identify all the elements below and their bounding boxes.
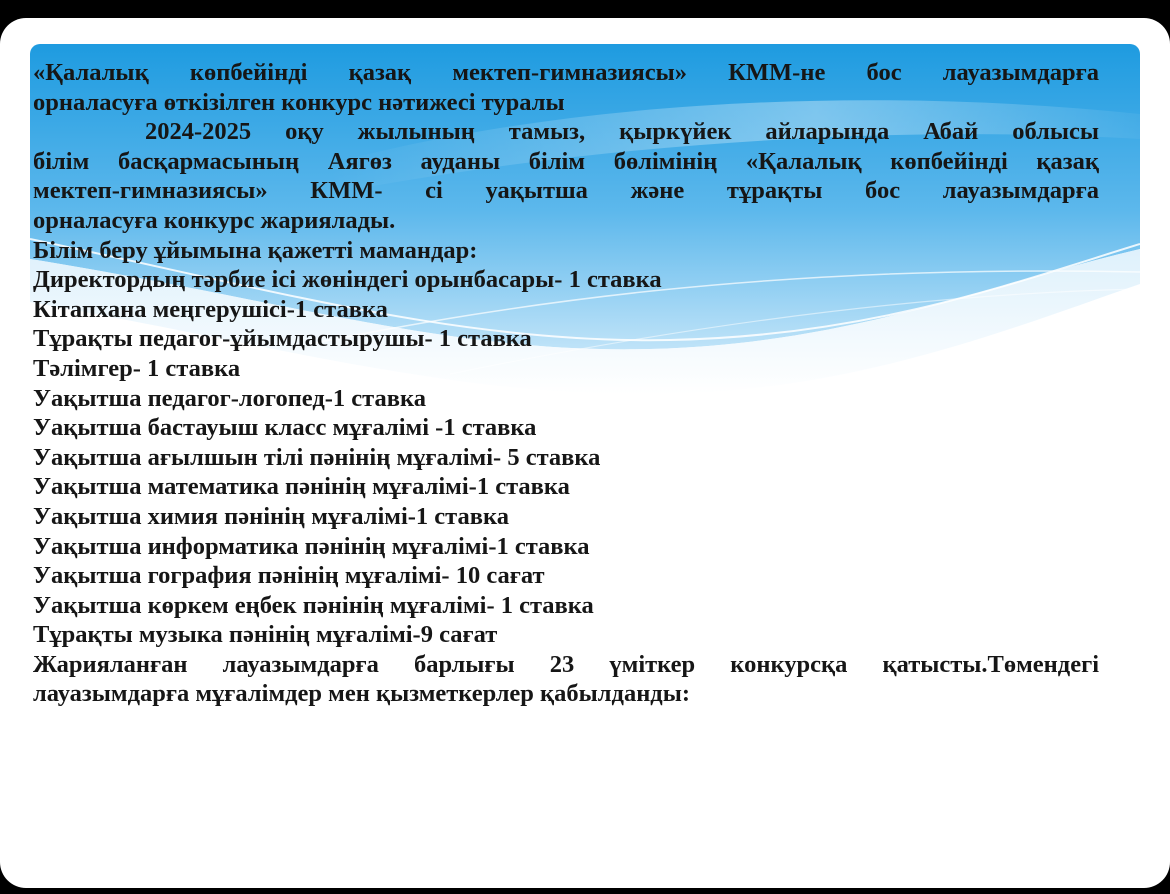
position-item: Уақытша математика пәнінің мұғалімі-1 ставка [33,473,570,501]
position-item: Уақытша бастауыш класс мұғалімі -1 ставка [33,414,537,442]
intro-line-3: мектеп-гимназиясы» КММ- сі уақытша және тұрақты бос лауазымдарға [33,177,1099,205]
intro-line-1: 2024-2025 оқу жылының тамыз, қыркүйек айларында Абай облысы [145,118,1099,146]
intro-line-4: орналасуға конкурс жариялады. [33,206,396,234]
closing-line-2: лауазымдарға мұғалімдер мен қызметкерлер қабылданды: [33,680,690,708]
position-item: Тәлімгер- 1 ставка [33,354,241,382]
announcement-text [33,58,1099,709]
position-item: Директордың тәрбие ісі жөніндегі орынбасары- 1 ставка [33,266,662,294]
position-item: Уақытша көркем еңбек пәнінің мұғалімі- 1 ставка [33,591,594,619]
position-item: Уақытша химия пәнінің мұғалімі-1 ставка [33,502,509,530]
position-item: Уақытша гография пәнінің мұғалімі- 10 сағат [33,562,545,590]
position-item: Уақытша ағылшын тілі пәнінің мұғалімі- 5 ставка [33,443,601,471]
position-item: Тұрақты педагог-ұйымдастырушы- 1 ставка [33,325,532,353]
screenshot-frame [0,18,1170,888]
position-item: Уақытша педагог-логопед-1 ставка [33,384,426,412]
title-line-1: «Қалалық көпбейінді қазақ мектеп-гимназиясы» КММ-не бос лауазымдарға [33,59,1099,86]
position-item: Кітапхана меңгерушісі-1 ставка [33,295,388,323]
needed-heading: Білім беру ұйымына қажетті мамандар: [33,236,478,264]
position-item: Тұрақты музыка пәнінің мұғалімі-9 сағат [33,621,498,649]
closing-line-1: Жарияланған лауазымдарға барлығы 23 үміткер конкурсқа қатысты.Төмендегі [33,650,1099,678]
announcement-slide [30,44,1140,864]
position-item: Уақытша информатика пәнінің мұғалімі-1 ставка [33,532,590,560]
title-line-2: орналасуға өткізілген конкурс нәтижесі туралы [33,88,565,116]
intro-line-2: білім басқармасының Аягөз ауданы білім бөлімінің «Қалалық көпбейінді қазақ [33,147,1099,175]
